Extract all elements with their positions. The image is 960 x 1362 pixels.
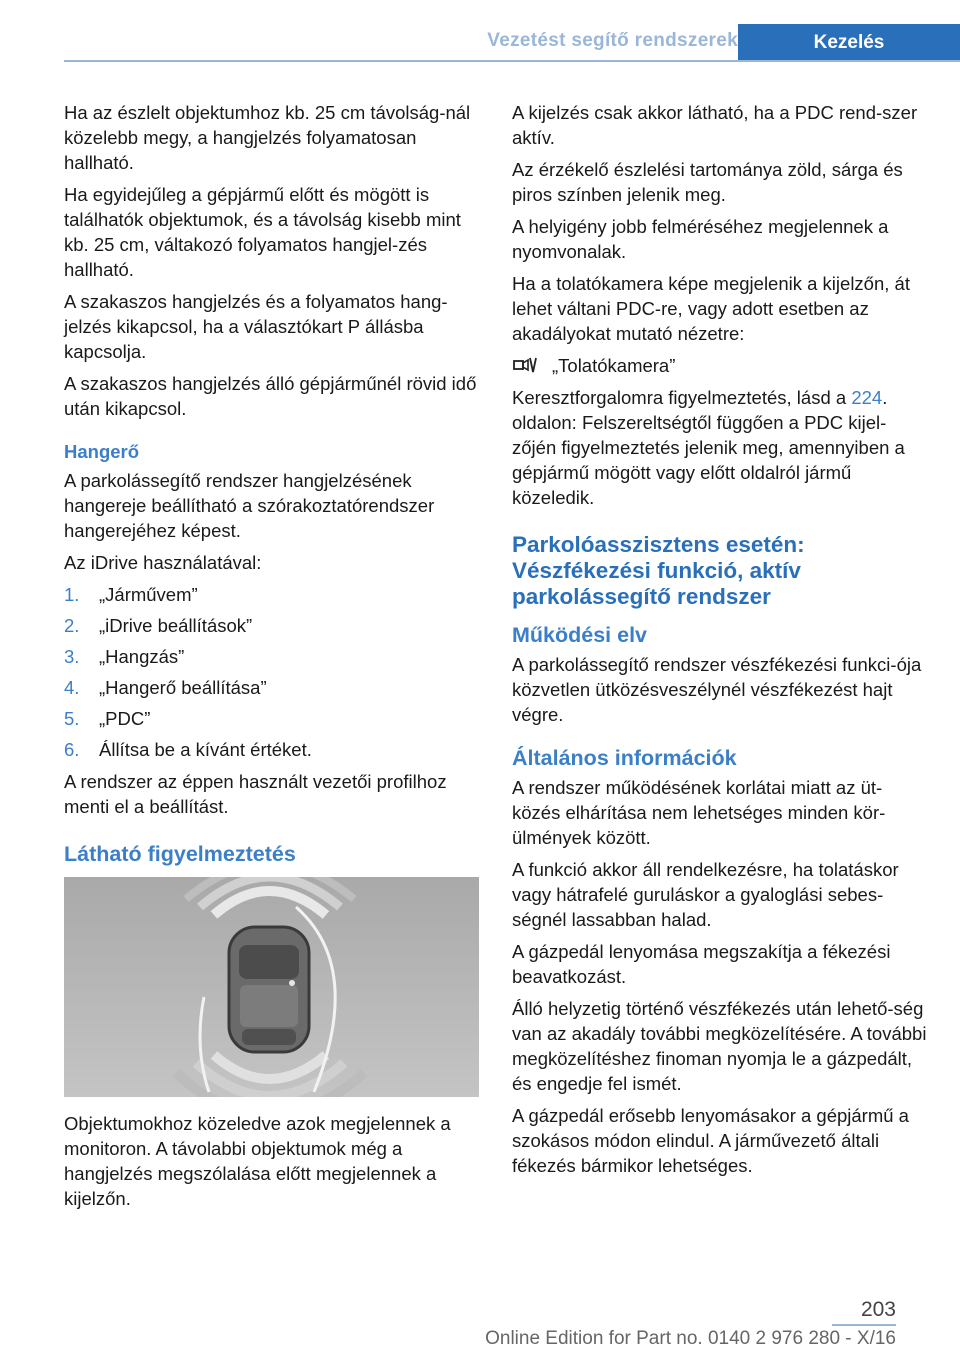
paragraph: A rendszer működésének korlátai miatt az üt‐közés elhárítása nem lehetséges minden kör‐ülmények között. xyxy=(512,777,886,848)
paragraph: A funkció akkor áll rendelkezésre, ha tolatáskor vagy hátrafelé guruláskor a gyaloglási sebes‐ségnél lassabban halad. xyxy=(512,859,899,930)
step-number: 4. xyxy=(64,677,80,698)
heading-parkoloasszisztens: Parkolóasszisztens esetén: Vészfékezési funkció, aktív parkolássegítő rendszer xyxy=(512,532,805,609)
step-text: „Hangzás” xyxy=(99,646,185,667)
camera-option xyxy=(512,353,928,378)
step-number: 3. xyxy=(64,646,80,667)
paragraph: Objektumokhoz közeledve azok megjelennek a monitoron. A távolabbi objektumok még a hangjelzés megszólalása előtt megjelennek a kijelzőn. xyxy=(64,1113,451,1209)
paragraph: Ha az észlelt objektumhoz kb. 25 cm távolság‐nál közelebb megy, a hangjelzés folyamatosan hallható. xyxy=(64,102,471,173)
rear-camera-icon xyxy=(512,355,538,377)
paragraph xyxy=(512,385,928,510)
paragraph: Ha egyidejűleg a gépjármű előtt és mögött is találhatók objektumok, és a távolság kisebb mint kb. 25 cm, váltakozó folyamatos hangjel‐zés hallható. xyxy=(64,184,461,280)
header-rule xyxy=(64,60,960,62)
heading-mukodesi-elv: Működési elv xyxy=(512,623,648,647)
step-text: „iDrive beállítások” xyxy=(99,615,253,636)
page-header xyxy=(0,0,960,62)
paragraph: A parkolássegítő rendszer hangjelzésének hangereje beállítható a szórakoztatórendszer hangerejéhez képest. xyxy=(64,470,435,541)
edition-note: Online Edition for Part no. 0140 2 976 280 - X/16 xyxy=(485,1328,896,1349)
header-chapter-tab: Kezelés xyxy=(738,24,960,62)
page-reference-link[interactable]: 224 xyxy=(851,387,883,408)
list-item xyxy=(64,737,479,762)
steps-list xyxy=(64,582,479,762)
subheading-hangero: Hangerő xyxy=(64,441,140,462)
list-item xyxy=(64,582,479,607)
paragraph: A rendszer az éppen használt vezetői profilhoz menti el a beállítást. xyxy=(64,771,447,817)
list-item xyxy=(64,644,479,669)
list-item xyxy=(64,613,479,638)
page-footer xyxy=(0,1282,928,1362)
heading-lathato-figyelmeztetes: Látható figyelmeztetés xyxy=(64,842,296,866)
paragraph: A kijelzés csak akkor látható, ha a PDC rend‐szer aktív. xyxy=(512,102,918,148)
text: . oldalon: Felszereltségtől függően a PDC kijel‐zőjén figyelmeztetés jelenik meg, amennyiben a gépjármű mögött vagy előtt oldalról jármű közeledik. xyxy=(512,387,905,508)
heading-altalanos-informaciok: Általános információk xyxy=(512,746,737,770)
paragraph: Álló helyzetig történő vészfékezés után lehető‐ség van az akadály további megközelítésére. A további megközelítéshez finoman nyomja le a gázpedált, és engedje fel ismét. xyxy=(512,998,927,1094)
pdc-display-illustration xyxy=(64,877,479,1097)
step-number: 5. xyxy=(64,708,80,729)
step-number: 2. xyxy=(64,615,80,636)
page-number: 203 xyxy=(860,1298,896,1321)
step-number: 1. xyxy=(64,584,80,605)
camera-option-label: „Tolatókamera” xyxy=(552,355,676,376)
step-text: „Hangerő beállítása” xyxy=(99,677,267,698)
paragraph: Az érzékelő észlelési tartománya zöld, sárga és piros színben jelenik meg. xyxy=(512,159,903,205)
paragraph: A helyigény jobb felméréséhez megjelennek a nyomvonalak. xyxy=(512,216,889,262)
right-column xyxy=(512,100,928,1185)
list-item xyxy=(64,675,479,700)
text: Keresztforgalomra figyelmeztetés, lásd a xyxy=(512,387,852,408)
paragraph: A gázpedál erősebb lenyomásakor a gépjármű a szokásos módon elindul. A járművezető általi fékezés bármikor lehetséges. xyxy=(512,1105,909,1176)
paragraph: A parkolássegítő rendszer vészfékezési funkci‐ója közvetlen ütközésveszélynél vészfékezést hajt végre. xyxy=(512,654,922,725)
paragraph: Ha a tolatókamera képe megjelenik a kijelzőn, át lehet váltani PDC-re, vagy adott esetben az akadályokat mutató nézetre: xyxy=(512,273,910,344)
step-text: „Járművem” xyxy=(99,584,198,605)
left-column xyxy=(64,100,479,1218)
header-section-title: Vezetést segítő rendszerek xyxy=(487,30,738,51)
paragraph: A szakaszos hangjelzés és a folyamatos hang‐jelzés kikapcsol, ha a választókart P állásba kapcsolja. xyxy=(64,291,448,362)
paragraph: Az iDrive használatával: xyxy=(64,552,262,573)
step-text: Állítsa be a kívánt értéket. xyxy=(99,739,312,760)
step-text: „PDC” xyxy=(99,708,151,729)
paragraph: A szakaszos hangjelzés álló gépjárműnél rövid idő után kikapcsol. xyxy=(64,373,477,419)
list-item xyxy=(64,706,479,731)
footer-rule xyxy=(832,1324,896,1326)
step-number: 6. xyxy=(64,739,80,760)
paragraph: A gázpedál lenyomása megszakítja a fékezési beavatkozást. xyxy=(512,941,891,987)
